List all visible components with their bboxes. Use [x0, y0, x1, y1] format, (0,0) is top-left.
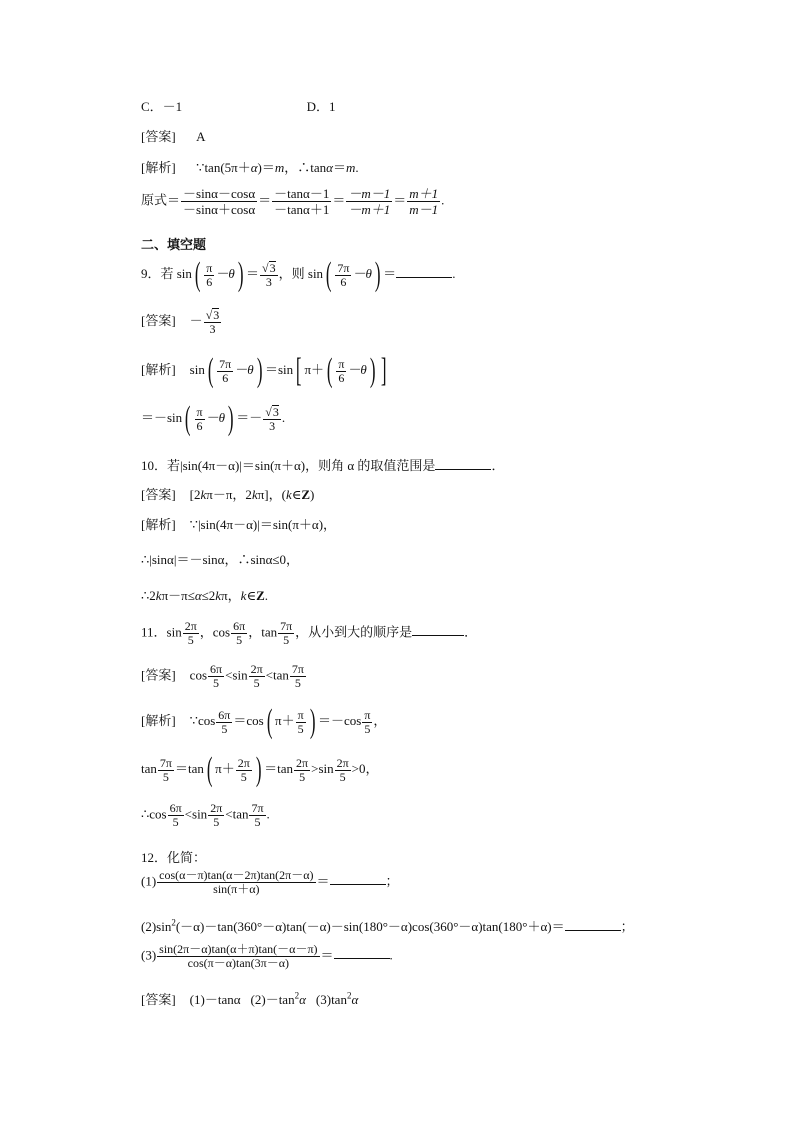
- section-title: 二、填空题: [141, 237, 207, 252]
- q12-part-3: (3) $\frac{\sin(2\pi-\alpha)\tan(\alpha+\pi)\tan(-\alpha-\pi)}{\cos(\pi-\alpha)\tan(3\pi-\alpha)}$ ＝ .: [141, 942, 393, 970]
- q8-original-expression: 原式＝ $\frac{-\sin\alpha-\cos\alpha}{-\sin\alpha+\cos\alpha}$ ＝ $\frac{-\tan\alpha-1}{-\tan\alpha+1}$ ＝ $\frac{-m-1}{-m+1}$ ＝ $\frac{m+1}{m-1}$ .: [141, 186, 445, 217]
- answer-blank: [435, 458, 491, 470]
- q10-answer: [答案] [2kπ－π，2kπ]，(k∈Z): [141, 487, 315, 502]
- fraction: $\frac{-\tan\alpha-1}{-\tan\alpha+1}$: [274, 186, 330, 217]
- answer-value: A: [196, 129, 206, 144]
- q9-analysis-2: ＝－sin( $\frac{\pi}{6}$ －θ) ＝－ $\frac{√3}{3}$ .: [141, 400, 286, 437]
- q12-part-1: (1) $\frac{\cos(\alpha-\pi)\tan(\alpha-2\pi)\tan(2\pi-\alpha)}{\sin(\pi+\alpha)}$ ＝ ；: [141, 868, 399, 896]
- q8-options: [141, 96, 336, 115]
- q8-answer: [141, 126, 206, 145]
- answer-blank: [396, 266, 452, 278]
- q9-stem: 9．若 sin( $\frac{\pi}{6}$ －θ) ＝ $\frac{√3}{3}$ ，则 sin( $\frac{7\pi}{6}$ －θ) ＝ .: [141, 256, 456, 293]
- answer-blank: [334, 947, 390, 959]
- fraction: $\frac{-\sin\alpha-\cos\alpha}{-\sin\alpha+\cos\alpha}$: [183, 186, 256, 217]
- q10-analysis-3: ∴2kπ－π≤α≤2kπ，k∈Z.: [141, 588, 268, 603]
- q12-title: 12．化简：: [141, 850, 207, 865]
- option-c: C．－1: [141, 99, 183, 114]
- q12-answer: [答案] (1)－tanα $(2)-\tan^2\alpha$ $(3)\tan^2\alpha$: [141, 990, 359, 1007]
- q11-analysis-2: tan $\frac{7\pi}{5}$ ＝tan( π＋ $\frac{2\pi}{5}$ ) ＝tan $\frac{2\pi}{5}$ >sin $\frac{2\pi}{5}$ >0，: [141, 751, 379, 788]
- q9-analysis-1: [解析] sin( $\frac{7\pi}{6}$ －θ) ＝sin[ π＋( $\frac{\pi}{6}$ －θ) ]: [141, 352, 387, 389]
- analysis-label: [解析]: [141, 160, 176, 175]
- q10-stem: 10．若|sin(4π－α)|＝sin(π＋α)，则角 α 的取值范围是 ．: [141, 458, 505, 473]
- q11-answer: [答案] cos $\frac{6\pi}{5}$ <sin $\frac{2\pi}{5}$ <tan $\frac{7\pi}{5}$: [141, 662, 304, 690]
- q12-part-2: $(2)\sin^2(-\alpha)-\tan(360^\circ-\alpha)\tan(-\alpha)-\sin(180^\circ-\alpha)\cos(360^\circ-\alpha)\tan(180^\circ+\alpha)=$ ；: [141, 917, 634, 934]
- option-d: D．1: [306, 99, 336, 114]
- fraction: $\frac{-m-1}{-m+1}$: [348, 186, 391, 217]
- q11-analysis-3: ∴cos $\frac{6\pi}{5}$ <sin $\frac{2\pi}{5}$ <tan $\frac{7\pi}{5}$ .: [141, 801, 270, 829]
- q11-stem: 11．sin $\frac{2\pi}{5}$ ，cos $\frac{6\pi}{5}$ ，tan $\frac{7\pi}{5}$ ，从小到大的顺序是 ．: [141, 619, 478, 647]
- fraction: $\frac{m+1}{m-1}$: [409, 186, 439, 217]
- q9-answer: [答案] － $\frac{√3}{3}$: [141, 308, 220, 336]
- q10-analysis-1: [解析] ∵|sin(4π－α)|＝sin(π＋α)，: [141, 517, 337, 532]
- answer-blank: [412, 624, 464, 636]
- answer-blank: [330, 873, 386, 885]
- answer-label: [答案]: [141, 129, 176, 144]
- q11-analysis-1: [解析] ∵cos $\frac{6\pi}{5}$ ＝cos( π＋ $\frac{\pi}{5}$ ) ＝－cos $\frac{\pi}{5}$ ，: [141, 703, 387, 740]
- q10-analysis-2: ∴|sinα|＝－sinα，∴sinα≤0，: [141, 552, 300, 567]
- q8-analysis-1: [解析] ∵tan(5π＋α)＝m，∴tanα＝m.: [141, 160, 359, 175]
- answer-blank: [565, 919, 621, 931]
